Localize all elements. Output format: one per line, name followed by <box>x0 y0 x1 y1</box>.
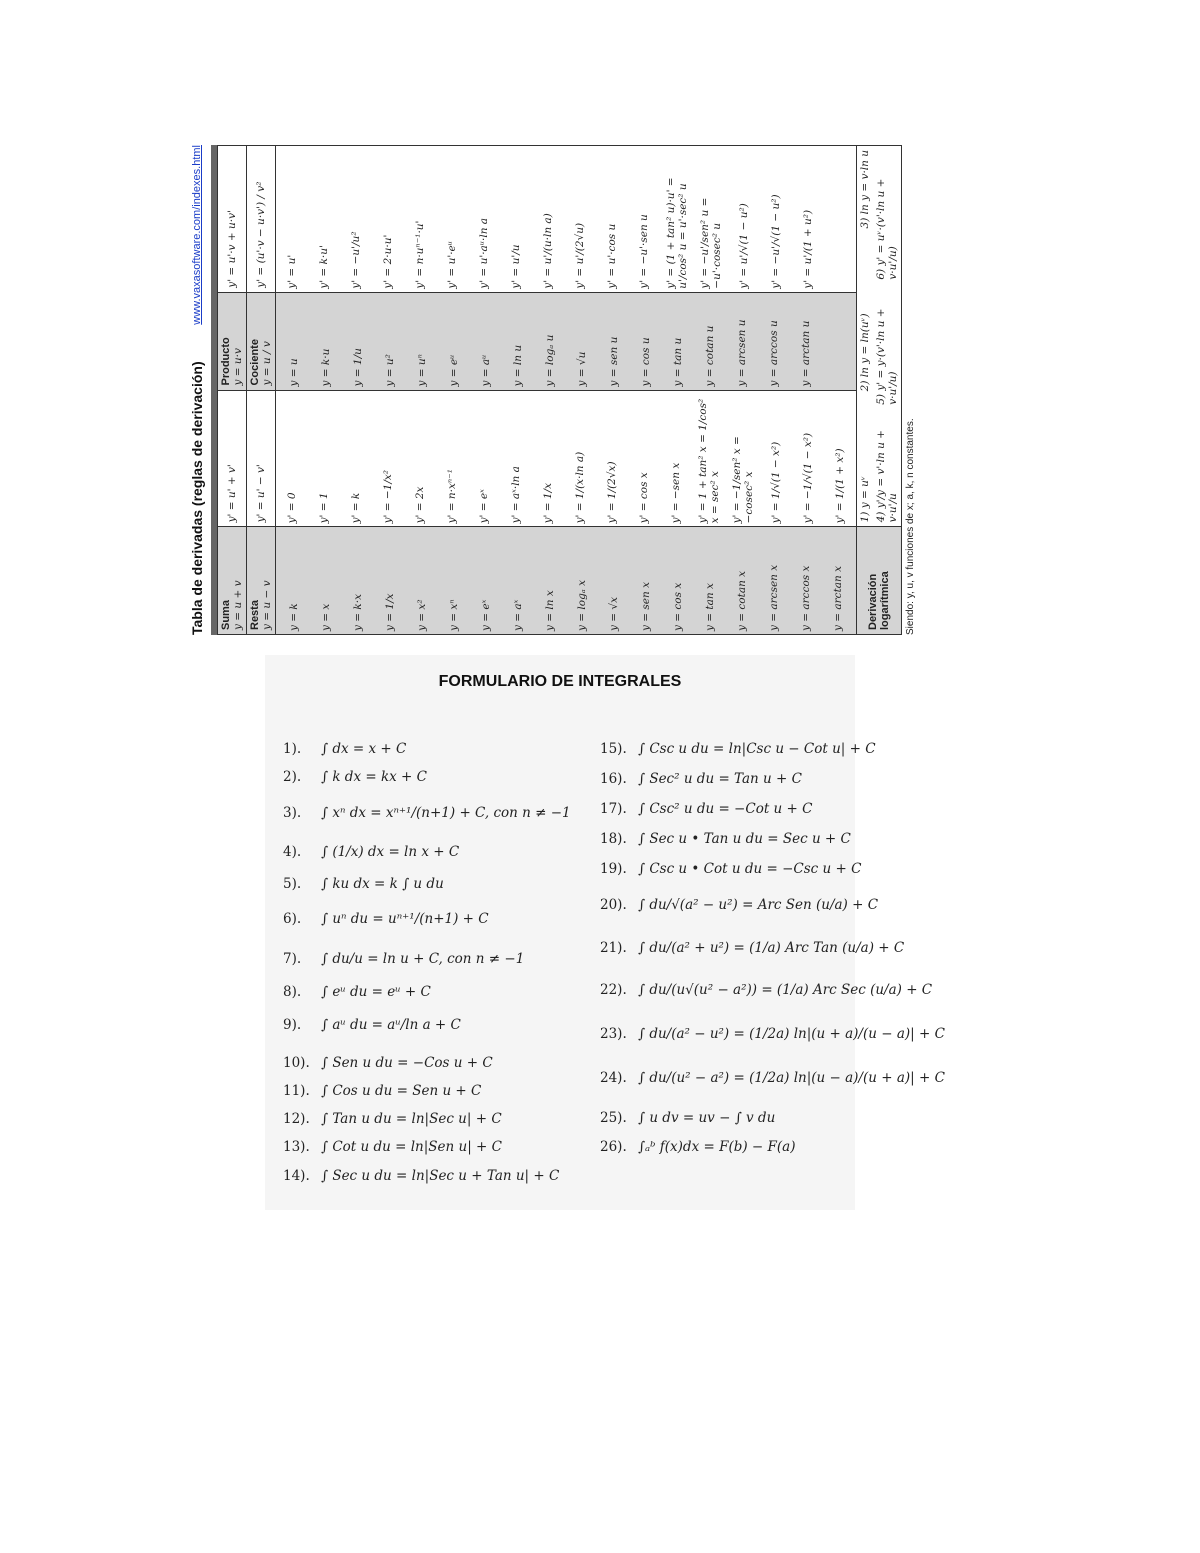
formula-cell: y = eˣ <box>480 599 492 631</box>
log-step: 2) ln y = ln(uᵛ) <box>859 313 871 392</box>
formula-expression: ∫ aᵘ du = aᵘ/ln a + C <box>321 1017 461 1033</box>
formula-cell: y' = u'/(1 + u²) <box>802 209 814 289</box>
integral-formula <box>600 861 861 877</box>
table-row <box>310 293 342 390</box>
formula-cell: y = x² <box>416 599 428 631</box>
basic-functions <box>278 527 854 634</box>
formula-cell: y = arccos x <box>800 565 812 631</box>
formula-number: 11). <box>283 1083 310 1099</box>
formula-expression: ∫ du/(a² − u²) = (1/2a) ln|(u + a)/(u − a)| + C <box>638 1026 945 1042</box>
formula-number: 21). <box>600 940 627 956</box>
table-row <box>824 146 856 292</box>
integral-formula <box>283 1083 481 1099</box>
formula-cell: y = cos x <box>672 582 684 631</box>
integral-formula <box>600 897 878 913</box>
table-row <box>692 391 726 527</box>
table-row <box>534 527 566 634</box>
formula-cell: y' = (1 + tan² u)·u' = u'/cos² u = u'·sec² u <box>665 177 689 289</box>
rule-result: y' = u'·v + u·v' <box>218 146 247 293</box>
formula-cell: y = tan u <box>672 337 684 387</box>
formula-cell: y' = eˣ <box>478 489 490 524</box>
table-row <box>374 527 406 634</box>
formula-cell: y = arctan u <box>800 320 812 387</box>
formula-number: 1). <box>283 741 302 757</box>
formula-number: 3). <box>283 805 302 821</box>
integral-formula <box>600 982 932 998</box>
formula-expression: ∫ du/u = ln u + C, con n ≠ −1 <box>321 951 525 967</box>
formula-cell: y = 1/x <box>384 593 396 631</box>
log-step: 1) y = uᵛ <box>859 476 871 523</box>
formula-cell: y = k·x <box>352 593 364 631</box>
formula-expression: ∫ Sen u du = −Cos u + C <box>321 1055 493 1071</box>
table-row <box>662 527 694 634</box>
table-row <box>308 146 340 292</box>
derivatives-table <box>217 145 902 635</box>
table-row <box>758 293 790 390</box>
log-steps-line2 <box>875 150 899 522</box>
formula-expression: ∫ₐᵇ f(x)dx = F(b) − F(a) <box>638 1139 796 1155</box>
table-row <box>598 527 630 634</box>
formula-expression: ∫ Csc u du = ln|Csc u − Cot u| + C <box>638 741 876 757</box>
formula-expression: ∫ dx = x + C <box>321 741 407 757</box>
formula-number: 7). <box>283 951 302 967</box>
integral-formula <box>283 984 431 1000</box>
table-row <box>278 293 310 390</box>
table-row <box>660 391 692 527</box>
integral-formula <box>600 1070 945 1086</box>
table-row <box>468 391 500 527</box>
integral-formula <box>283 1055 493 1071</box>
formula-cell: y' = u'/(u·ln a) <box>542 213 554 289</box>
formula-cell: y' = −u'/u² <box>350 231 362 289</box>
source-link[interactable]: www.vaxasoftware.com/indexes.html <box>191 145 203 325</box>
integral-formula <box>600 940 904 956</box>
formula-cell: y = cotan u <box>704 325 716 387</box>
formula-cell <box>822 293 854 390</box>
formula-cell: y = u <box>288 358 300 387</box>
table-row <box>566 293 598 390</box>
formula-cell: y' = n·uⁿ⁻¹·u' <box>414 220 426 289</box>
formula-cell: y' = 1/(x·ln a) <box>574 451 586 524</box>
table-row <box>372 391 404 527</box>
formula-cell: y = √u <box>576 351 588 387</box>
formula-cell: y' = 1/√(1 − x²) <box>770 441 782 524</box>
formula-cell: y = logₐ u <box>544 334 556 387</box>
formula-number: 5). <box>283 876 302 892</box>
integral-formula <box>283 1111 502 1127</box>
formula-number: 6). <box>283 911 302 927</box>
formula-number: 18). <box>600 831 627 847</box>
table-row <box>792 146 824 292</box>
table-row <box>340 146 372 292</box>
table-row <box>660 146 694 292</box>
formula-cell: y' = u'/√(1 − u²) <box>738 203 750 289</box>
formula-number: 13). <box>283 1139 310 1155</box>
formula-expression: ∫ Csc u • Cot u du = −Csc u + C <box>638 861 862 877</box>
table-row <box>532 391 564 527</box>
log-steps-line1 <box>859 150 871 522</box>
formula-expression: ∫ Csc² u du = −Cot u + C <box>638 801 813 817</box>
formula-cell: y = arcsen u <box>736 319 748 387</box>
formula-cell: y' = u'·cos u <box>606 223 618 289</box>
formula-number: 17). <box>600 801 627 817</box>
table-row <box>694 293 726 390</box>
formula-cell: y' = −u'/sen² u = −u'·cosec² u <box>699 197 723 289</box>
formula-cell: y = x <box>320 603 332 631</box>
integral-formula <box>283 876 444 892</box>
table-row <box>694 527 726 634</box>
formula-expression: ∫ Cot u du = ln|Sen u| + C <box>321 1139 502 1155</box>
table-row <box>790 293 822 390</box>
formula-cell: y = xⁿ <box>448 599 460 631</box>
formula-expression: ∫ du/(u√(u² − a²)) = (1/a) Arc Sec (u/a) + C <box>638 982 933 998</box>
table-row <box>436 146 468 292</box>
integral-formula <box>600 1139 795 1155</box>
formula-expression: ∫ Sec² u du = Tan u + C <box>638 771 802 787</box>
table-row <box>534 293 566 390</box>
table-row <box>596 146 628 292</box>
table-row <box>404 391 436 527</box>
integral-formula <box>600 801 812 817</box>
formula-cell <box>824 146 856 292</box>
table-row <box>760 146 792 292</box>
table-row <box>630 527 662 634</box>
table-row <box>564 391 596 527</box>
formula-number: 22). <box>600 982 627 998</box>
formula-cell: y = cos u <box>640 337 652 387</box>
table-row <box>726 527 758 634</box>
table-row <box>662 293 694 390</box>
table-row <box>758 527 790 634</box>
formula-number: 24). <box>600 1070 627 1086</box>
formula-number: 10). <box>283 1055 310 1071</box>
log-label-cell <box>857 527 902 635</box>
formula-cell: y = aᵘ <box>480 354 492 387</box>
formula-cell: y' = −u'·sen u <box>638 214 650 289</box>
formula-number: 19). <box>600 861 627 877</box>
formula-cell: y' = −1/sen² x = −cosec² x <box>731 436 755 524</box>
basic-derivative-col <box>276 390 857 527</box>
formula-cell: y = arctan x <box>832 565 844 631</box>
table-row <box>760 391 792 527</box>
formula-cell: y = ln x <box>544 590 556 631</box>
table-row <box>726 293 758 390</box>
basic-derivatives <box>276 391 856 527</box>
table-row <box>340 391 372 527</box>
formula-cell: y = k·u <box>320 348 332 387</box>
table-row <box>438 293 470 390</box>
table-row <box>308 391 340 527</box>
table-row <box>278 527 310 634</box>
formula-cell: y = cotan x <box>736 570 748 631</box>
integral-formula <box>283 951 524 967</box>
rule-name: Producto <box>220 337 232 386</box>
formula-cell: y = u² <box>384 354 396 387</box>
formula-expression: ∫ Tan u du = ln|Sec u| + C <box>321 1111 502 1127</box>
rule-name: Cociente <box>249 339 261 386</box>
formula-number: 23). <box>600 1026 627 1042</box>
table-row <box>598 293 630 390</box>
formula-number: 2). <box>283 769 302 785</box>
rule-cell <box>247 292 276 390</box>
formula-cell: y' = u'/u <box>510 244 522 289</box>
formula-cell: y = ln u <box>512 344 524 387</box>
rule-name: Suma <box>220 600 232 630</box>
formula-number: 20). <box>600 897 627 913</box>
table-row <box>502 293 534 390</box>
rule-formula: y = u − v <box>261 580 273 630</box>
formula-expression: ∫ uⁿ du = uⁿ⁺¹/(n+1) + C <box>321 911 489 927</box>
formula-expression: ∫ Sec u du = ln|Sec u + Tan u| + C <box>321 1168 560 1184</box>
formula-cell: y' = aˣ·ln a <box>510 466 522 524</box>
table-row <box>566 527 598 634</box>
table-row <box>500 146 532 292</box>
formula-cell: y' = k·u' <box>318 245 330 289</box>
composite-derivatives <box>276 146 856 292</box>
table-row <box>310 527 342 634</box>
formula-cell: y = arccos u <box>768 320 780 387</box>
formula-cell: y' = 1/(1 + x²) <box>834 448 846 524</box>
log-row <box>857 146 902 635</box>
table-row <box>406 527 438 634</box>
formula-number: 8). <box>283 984 302 1000</box>
rule-name: Resta <box>249 600 261 630</box>
integral-formula <box>283 741 406 757</box>
integral-formula <box>283 805 571 821</box>
table-row <box>342 293 374 390</box>
derivatives-footnote: Siendo: y, u, v funciones de x; a, k, n constantes. <box>905 418 916 635</box>
formula-expression: ∫ du/(u² − a²) = (1/2a) ln|(u − a)/(u + a)| + C <box>638 1070 945 1086</box>
composite-function-col <box>276 292 857 390</box>
table-row <box>342 527 374 634</box>
table-row <box>276 391 308 527</box>
table-row <box>470 527 502 634</box>
formula-expression: ∫ xⁿ dx = xⁿ⁺¹/(n+1) + C, con n ≠ −1 <box>321 805 571 821</box>
integral-formula <box>600 741 876 757</box>
integral-formula <box>600 771 802 787</box>
rule-cell <box>218 292 247 390</box>
formula-cell: y = aˣ <box>512 599 524 631</box>
formula-cell: y = arcsen x <box>768 564 780 631</box>
formula-expression: ∫ k dx = kx + C <box>321 769 427 785</box>
formula-cell: y = k <box>288 603 300 631</box>
table-row <box>726 391 760 527</box>
table-row <box>822 527 854 634</box>
formula-cell: y' = u' <box>286 254 298 289</box>
composite-functions <box>278 293 854 390</box>
formula-cell: y' = u'·eᵘ <box>446 241 458 289</box>
derivative-body <box>276 146 857 635</box>
formula-cell: y' = −u'/√(1 − u²) <box>770 194 782 289</box>
formula-number: 15). <box>600 741 627 757</box>
composite-derivative-col <box>276 146 857 293</box>
rule-cell <box>247 527 276 635</box>
integral-formula <box>283 1139 502 1155</box>
table-row <box>468 146 500 292</box>
formula-number: 14). <box>283 1168 310 1184</box>
log-label: Derivación logarítmica <box>867 571 891 630</box>
log-steps-cell <box>857 146 902 527</box>
formula-cell: y' = 2·u·u' <box>382 234 394 289</box>
integrals-title: FORMULARIO DE INTEGRALES <box>438 673 682 690</box>
rule-row <box>218 146 247 635</box>
table-row <box>694 146 728 292</box>
derivatives-header <box>183 145 211 635</box>
formula-cell: y' = u'/(2√u) <box>574 222 586 289</box>
rule-row <box>247 146 276 635</box>
table-row <box>790 527 822 634</box>
table-row <box>596 391 628 527</box>
formula-cell: y' = u'·aᵘ·ln a <box>478 217 490 289</box>
integral-formula <box>283 911 489 927</box>
integral-formula <box>600 831 851 847</box>
formula-expression: ∫ (1/x) dx = ln x + C <box>321 844 460 860</box>
formula-cell: y' = 1 <box>318 492 330 524</box>
formula-expression: ∫ Sec u • Tan u du = Sec u + C <box>638 831 851 847</box>
rule-result: y' = (u'·v − u·v') / v² <box>247 146 276 293</box>
integral-formula <box>600 1110 775 1126</box>
table-row <box>500 391 532 527</box>
formula-expression: ∫ du/(a² + u²) = (1/a) Arc Tan (u/a) + C <box>638 940 905 956</box>
table-row <box>502 527 534 634</box>
formula-cell: y' = 1/(2√x) <box>606 461 618 524</box>
table-row <box>728 146 760 292</box>
formula-number: 4). <box>283 844 302 860</box>
rule-result: y' = u' − v' <box>247 390 276 527</box>
rule-formula: y = u / v <box>261 341 273 386</box>
integral-formula <box>600 1026 945 1042</box>
formula-cell: y = uⁿ <box>416 354 428 387</box>
derivatives-sheet <box>183 145 945 635</box>
formula-number: 25). <box>600 1110 627 1126</box>
formula-cell: y' = −sen x <box>670 462 682 524</box>
formula-cell: y' = 2x <box>414 486 426 524</box>
table-row <box>822 293 854 390</box>
formula-cell: y = sen u <box>608 336 620 387</box>
log-step: 4) y'/y = v'·ln u + v·u'/u <box>875 430 899 523</box>
formula-expression: ∫ eᵘ du = eᵘ + C <box>321 984 431 1000</box>
formula-cell: y = logₐ x <box>576 579 588 631</box>
rule-formula: y = u + v <box>232 580 244 630</box>
formula-cell: y = tan x <box>704 583 716 631</box>
table-row <box>374 293 406 390</box>
formula-cell: y' = k <box>350 492 362 524</box>
integral-formula <box>283 1168 559 1184</box>
formula-expression: ∫ du/√(a² − u²) = Arc Sen (u/a) + C <box>638 897 879 913</box>
table-row <box>564 146 596 292</box>
rule-result: y' = u' + v' <box>218 390 247 527</box>
table-row <box>436 391 468 527</box>
table-row <box>792 391 824 527</box>
formula-expression: ∫ ku dx = k ∫ u du <box>321 876 444 892</box>
table-row <box>438 527 470 634</box>
table-row <box>404 146 436 292</box>
rule-formula: y = u·v <box>232 348 244 386</box>
formula-cell: y' = cos x <box>638 472 650 524</box>
integral-formula <box>283 844 459 860</box>
formula-number: 16). <box>600 771 627 787</box>
table-row <box>630 293 662 390</box>
table-row <box>628 146 660 292</box>
formula-cell: y' = −1/√(1 − x²) <box>802 432 814 524</box>
formula-cell: y' = −1/x² <box>382 469 394 524</box>
formula-number: 9). <box>283 1017 302 1033</box>
log-step: 3) ln y = v·ln u <box>859 150 871 229</box>
basic-function-col <box>276 527 857 635</box>
table-row <box>470 293 502 390</box>
rule-cell <box>218 527 247 635</box>
formula-cell: y' = 1 + tan² x = 1/cos² x = sec² x <box>697 398 721 524</box>
integral-formula <box>283 1017 461 1033</box>
formula-cell: y' = 1/x <box>542 482 554 524</box>
formula-expression: ∫ u dv = uv − ∫ v du <box>638 1110 776 1126</box>
log-step: 5) y' = y·(v'·ln u + v·u'/u) <box>875 308 899 405</box>
formula-number: 12). <box>283 1111 310 1127</box>
integral-formula <box>283 769 427 785</box>
table-row <box>276 146 308 292</box>
formula-cell: y = eᵘ <box>448 354 460 387</box>
formula-cell: y = 1/u <box>352 348 364 387</box>
formula-cell: y = sen x <box>640 581 652 631</box>
table-row <box>532 146 564 292</box>
formula-cell: y' = 0 <box>286 492 298 524</box>
table-row <box>628 391 660 527</box>
table-row <box>372 146 404 292</box>
formula-number: 26). <box>600 1139 627 1155</box>
table-row <box>824 391 856 527</box>
integrals-sheet <box>265 655 945 1210</box>
formula-cell: y = √x <box>608 596 620 631</box>
table-row <box>406 293 438 390</box>
formula-expression: ∫ Cos u du = Sen u + C <box>321 1083 482 1099</box>
derivatives-title: Tabla de derivadas (reglas de derivación) <box>189 361 205 635</box>
formula-cell: y' = n·xⁿ⁻¹ <box>446 469 458 524</box>
log-step: 6) y' = uᵛ·(v'·ln u + v·u'/u) <box>875 178 899 280</box>
derivatives-rotated <box>183 145 945 635</box>
